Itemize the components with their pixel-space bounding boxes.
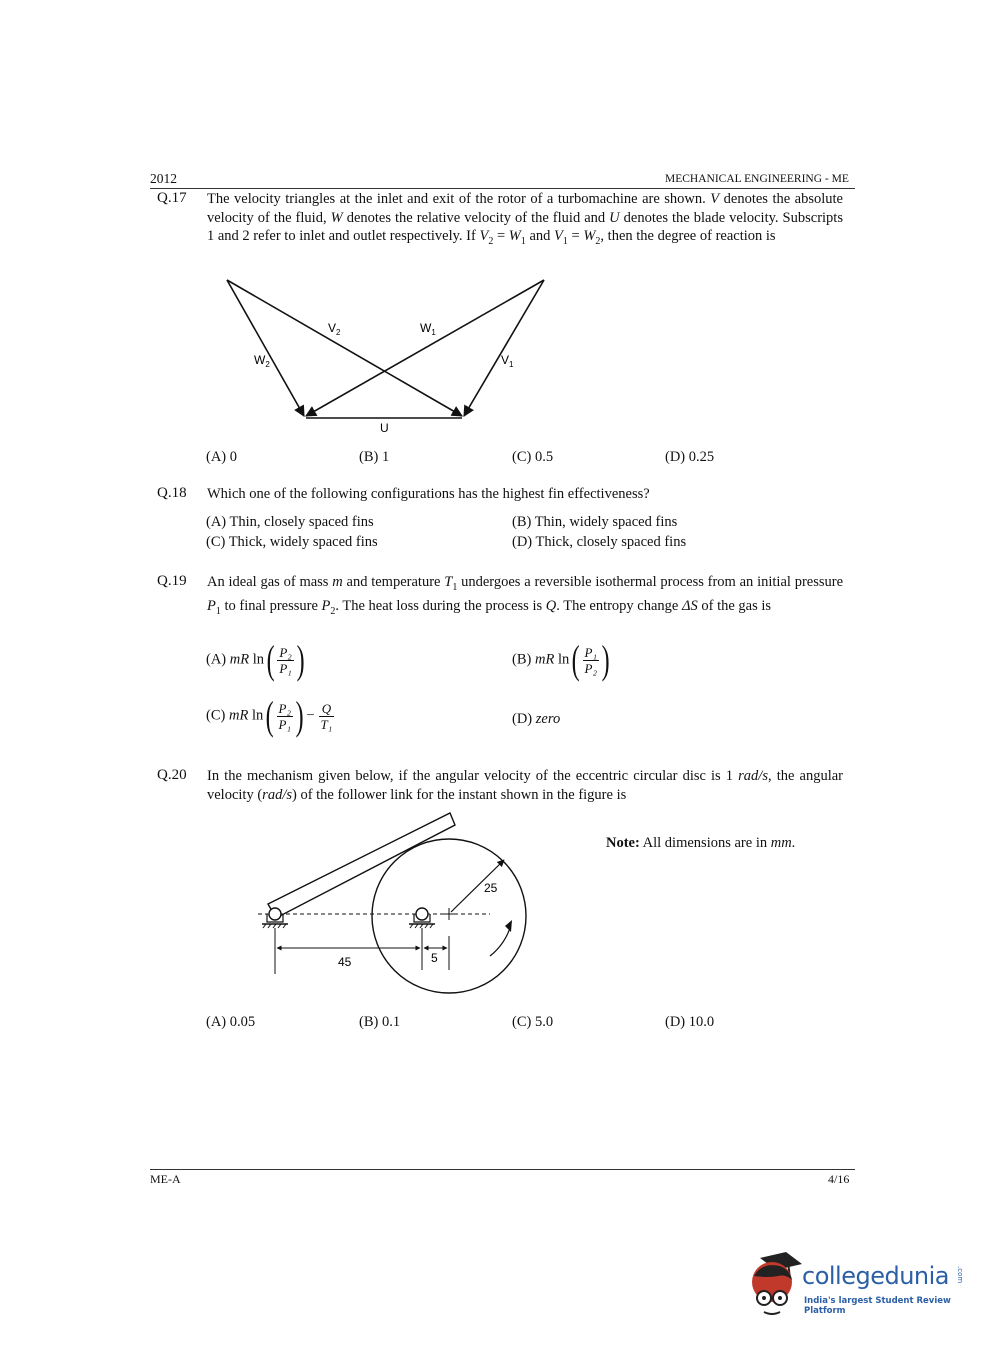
v2-vector: [227, 280, 462, 416]
q17-option-a[interactable]: (A) 0: [206, 449, 238, 465]
q17-option-b[interactable]: (B) 1: [359, 449, 390, 465]
q19-option-d[interactable]: (D) zero: [512, 711, 561, 727]
v1-label: $V_1$: [501, 353, 514, 369]
dim-45-label: 45: [338, 955, 352, 969]
header-rule: [150, 188, 855, 189]
w2-vector: [227, 280, 304, 416]
q20-note: Note: All dimensions are in mm.: [606, 835, 796, 851]
q19-text: An ideal gas of mass m and temperature $T_1$ undergoes a reversible isothermal process from an initial pressure $P_1$ to final pressure $P_2$. The heat loss during the process is Q. The entropy change ΔS of the gas is: [207, 574, 844, 618]
rotation-arc: [490, 928, 510, 956]
header-year: 2012: [150, 171, 177, 186]
q20-option-b[interactable]: (B) 0.1: [359, 1014, 401, 1030]
q19-number: Q.19: [157, 573, 187, 589]
q17-text: The velocity triangles at the inlet and exit of the rotor of a turbomachine are shown. V denotes the absolute velocity of the fluid, W denotes the relative velocity of the fluid and U denotes the blade velocity. Subscripts 1 and 2 refer to inlet and outlet respectively. If $V_2 = W_1$ and $V_1 = W_2$, then the degree of reaction is: [207, 191, 843, 247]
q18-option-d[interactable]: (D) Thick, closely spaced fins: [512, 534, 687, 550]
disc-pivot: [416, 908, 428, 920]
q20-option-d[interactable]: (D) 10.0: [665, 1014, 715, 1030]
q20-option-a[interactable]: (A) 0.05: [206, 1014, 256, 1030]
q19-option-a[interactable]: (A) mR ln( $\frac{\text{P₂}}{\text{P₁}}$ ): [206, 637, 305, 682]
rotation-arrowhead: [505, 920, 512, 932]
q18-text: Which one of the following configurations has the highest fin effectiveness?: [207, 486, 650, 502]
q20-option-c[interactable]: (C) 5.0: [512, 1014, 554, 1030]
velocity-triangle-diagram: [200, 270, 580, 440]
q19-option-b[interactable]: (B) mR ln( $\frac{\text{P₁}}{\text{P₂}}$ ): [512, 637, 610, 682]
footer-page: 4/16: [828, 1172, 850, 1186]
q18-option-b[interactable]: (B) Thin, widely spaced fins: [512, 514, 678, 530]
brand-tagline: India's largest Student Review Platform: [804, 1296, 951, 1316]
mascot-icon: [742, 1250, 802, 1320]
dim-5-label: 5: [431, 951, 438, 965]
footer-rule: [150, 1169, 855, 1170]
left-pivot: [269, 908, 281, 920]
q17-number: Q.17: [157, 190, 187, 206]
q17-option-d[interactable]: (D) 0.25: [665, 449, 715, 465]
follower-link: [268, 813, 455, 918]
w2-label: $W_2$: [254, 353, 270, 369]
brand-logo[interactable]: [742, 1250, 972, 1320]
q20-text: In the mechanism given below, if the angular velocity of the eccentric circular disc is 1 rad/s, the angular velocity (rad/s) of the follower link for the instant shown in the figure is: [207, 768, 843, 803]
u-label: U: [380, 421, 389, 435]
w1-label: $W_1$: [420, 321, 436, 337]
v2-label: $V_2$: [328, 321, 341, 337]
v1-vector: [464, 280, 544, 416]
q18-option-c[interactable]: (C) Thick, widely spaced fins: [206, 534, 378, 550]
q20-number: Q.20: [157, 767, 187, 783]
header-subject: MECHANICAL ENGINEERING - ME: [665, 173, 849, 185]
q18-number: Q.18: [157, 485, 187, 501]
w1-vector: [306, 280, 544, 416]
q19-option-c[interactable]: (C) mR ln( $\frac{\text{P₂}}{\text{P₁}}$ ) − $\frac{Q}{\text{T₁}}$: [206, 693, 333, 738]
q17-option-c[interactable]: (C) 0.5: [512, 449, 554, 465]
q18-option-a[interactable]: (A) Thin, closely spaced fins: [206, 514, 374, 530]
radius-label: 25: [484, 881, 498, 895]
brand-name: collegedunia: [802, 1262, 950, 1290]
brand-tld: .com: [956, 1266, 964, 1284]
footer-code: ME-A: [150, 1172, 181, 1186]
mechanism-diagram: [250, 808, 550, 1000]
